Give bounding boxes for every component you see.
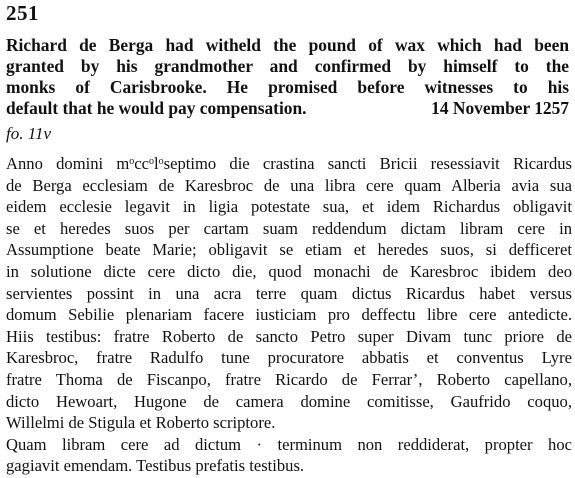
latin-text-segment: cc xyxy=(134,154,149,173)
latin-text-segment: septimo die crastina sancti Bricii resessiavit Ricardus xyxy=(163,154,572,173)
latin-line: fratre Thoma de Fiscanpo, fratre Ricardo de Ferrar’, Roberto capellano, xyxy=(6,369,572,389)
latin-line xyxy=(6,153,572,175)
latin-text-segment: Anno domini m xyxy=(6,154,130,173)
latin-line: domum Sebilie plenariam facere iusticiam pro deffectu libre cere antedicte. xyxy=(6,305,572,325)
latin-text-segment: l xyxy=(154,154,159,173)
summary-line: granted by his grandmother and confirmed by himself to the xyxy=(6,56,569,76)
latin-line: dicto Hewoart, Hugone de camera domine comitisse, Gaufrido coquo, xyxy=(6,391,572,411)
summary-line: Richard de Berga had witheld the pound of wax which had been xyxy=(6,35,569,55)
summary-last-line xyxy=(6,98,569,119)
summary-line: default that he would pay compensation. xyxy=(6,98,307,118)
latin-line: Karesbroc, fratre Radulfo tune procuratore abbatis et conventus Lyre xyxy=(6,348,572,368)
folio-reference: fo. 11v xyxy=(6,124,52,143)
latin-line: Willelmi de Stigula et Roberto scriptore. xyxy=(6,413,276,433)
latin-line: servientes possint in una acra terre quam dictus Ricardus habet versus xyxy=(6,283,572,303)
latin-line: in solutione dicte cere dicto die, quod monachi de Karesbroc ibidem deo xyxy=(6,261,572,281)
latin-line: Assumptione beate Marie; obligavit se etiam et heredes suos, si defficeret xyxy=(6,240,572,260)
latin-line: eidem ecclesie legavit in ligia potestate sua, et idem Richardus obligavit xyxy=(6,197,572,217)
latin-line: de Berga ecclesiam de Karesbroc de una libra cere quam Alberia avia sua xyxy=(6,175,572,195)
superscript: o xyxy=(129,156,135,167)
latin-line: gagiavit emendam. Testibus prefatis testibus. xyxy=(6,456,305,476)
superscript: o xyxy=(149,156,154,167)
latin-line: Quam libram cere ad dictum · terminum non reddiderat, propter hoc xyxy=(6,434,572,454)
latin-line: Hiis testibus: fratre Roberto de sancto Petro super Divam tunc priore de xyxy=(6,326,572,346)
entry-date: 14 November 1257 xyxy=(431,98,569,118)
entry-summary xyxy=(6,35,569,119)
superscript: o xyxy=(158,156,164,167)
entry-number: 251 xyxy=(6,1,39,25)
latin-line: se et heredes suos per cartam suam reddendum dictam libram cere in xyxy=(6,218,572,238)
summary-line: monks of Carisbrooke. He promised before witnesses to his xyxy=(6,77,569,97)
latin-text xyxy=(6,153,572,477)
